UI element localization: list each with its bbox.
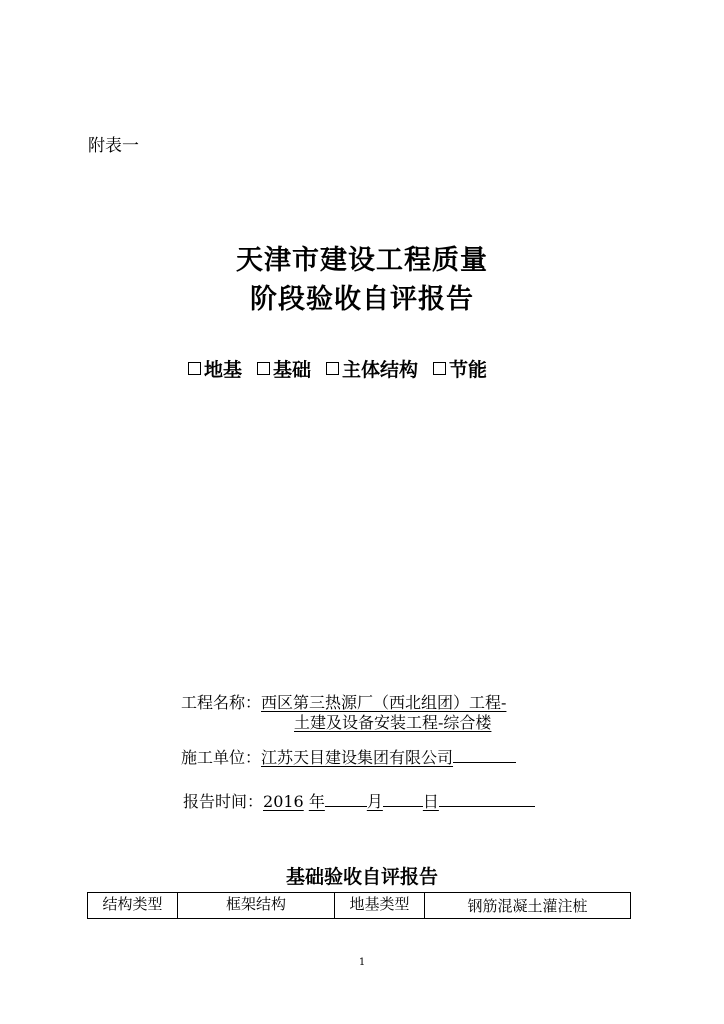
stage-label: 基础: [273, 359, 312, 381]
report-title-line1: 天津市建设工程质量: [236, 245, 488, 276]
checkbox-icon[interactable]: [433, 362, 446, 375]
stage-label: 节能: [449, 359, 488, 381]
month-blank: [325, 792, 367, 807]
contractor-value: 江苏天目建设集团有限公司: [261, 748, 454, 767]
table-cell-foundation-type-label: 地基类型: [335, 893, 425, 919]
contractor-row: [181, 745, 516, 768]
project-name-value-line2: 土建及设备安装工程-综合楼: [294, 713, 492, 732]
table-cell-structure-type-label: 结构类型: [88, 893, 178, 919]
underline-blank: [439, 792, 535, 807]
report-year: 2016: [263, 792, 304, 811]
appendix-label: 附表一: [88, 136, 139, 156]
day-blank: [383, 792, 423, 807]
stage-option-foundation[interactable]: [257, 355, 311, 382]
table-cell-structure-type-value: 框架结构: [178, 893, 335, 919]
section-title: 基础验收自评报告: [285, 866, 438, 888]
foundation-info-table: [87, 892, 631, 919]
table-row: [88, 893, 631, 919]
contractor-label: 施工单位：: [181, 748, 262, 767]
stage-option-foundation-ground[interactable]: [188, 355, 242, 382]
checkbox-icon[interactable]: [188, 362, 201, 375]
stage-label: 主体结构: [342, 359, 419, 381]
report-title-line2: 阶段验收自评报告: [250, 284, 474, 315]
table-cell-foundation-type-value: 钢筋混凝土灌注桩: [425, 893, 631, 919]
checkbox-icon[interactable]: [326, 362, 339, 375]
month-unit: 月: [366, 792, 383, 811]
checkbox-icon[interactable]: [257, 362, 270, 375]
stage-option-energy-saving[interactable]: [433, 355, 487, 382]
stage-options: [188, 355, 487, 382]
project-name-value-line1: 西区第三热源厂（西北组团）工程-: [261, 693, 507, 712]
report-time-label: 报告时间：: [183, 792, 264, 811]
page-number: 1: [358, 957, 366, 968]
day-unit: 日: [422, 792, 439, 811]
year-unit: 年: [308, 792, 325, 811]
underline-blank: [453, 748, 516, 763]
stage-label: 地基: [204, 359, 243, 381]
report-time-row: [183, 789, 535, 812]
stage-option-main-structure[interactable]: [326, 355, 418, 382]
project-name-label: 工程名称：: [181, 693, 262, 712]
